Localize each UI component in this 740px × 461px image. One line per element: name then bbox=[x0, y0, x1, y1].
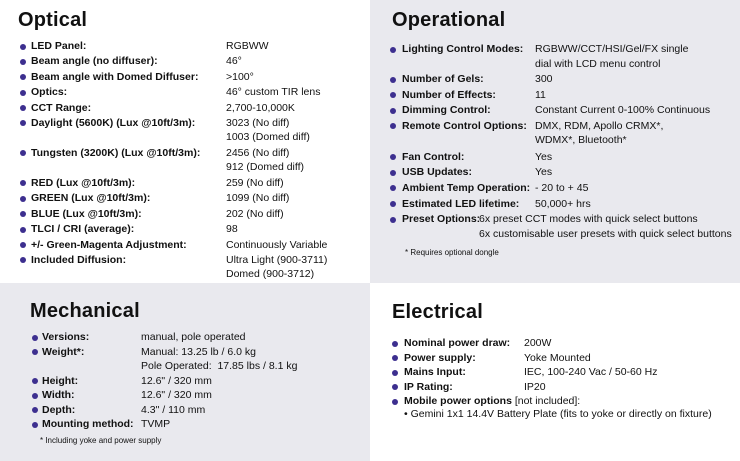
spec-label: Weight*: bbox=[42, 345, 85, 358]
spec-value: RGBWW/CCT/HSI/Gel/FX single dial with LCD menu control bbox=[535, 43, 689, 70]
spec-label: Beam angle (no diffuser): bbox=[31, 55, 158, 68]
spec-value: 4.3" / 110 mm bbox=[141, 403, 206, 416]
bullet-icon bbox=[392, 384, 398, 390]
spec-label: +/- Green-Magenta Adjustment: bbox=[31, 238, 187, 251]
spec-label: Estimated LED lifetime: bbox=[402, 197, 520, 210]
spec-value: Yes bbox=[535, 150, 553, 163]
spec-value: 11 bbox=[535, 88, 546, 101]
spec-value: 12.6" / 320 mm bbox=[141, 389, 212, 401]
bullet-icon bbox=[390, 217, 396, 223]
spec-value: 2456 (No diff) 912 (Domed diff) bbox=[226, 146, 305, 174]
spec-label: Dimming Control: bbox=[402, 104, 491, 117]
bullet-icon bbox=[20, 44, 26, 50]
bullet-icon bbox=[32, 335, 38, 341]
spec-label: Depth: bbox=[42, 403, 76, 416]
spec-label: Mains Input: bbox=[404, 366, 466, 379]
bullet-icon bbox=[390, 154, 396, 160]
bullet-icon bbox=[390, 92, 396, 98]
spec-label: Fan Control: bbox=[402, 150, 465, 163]
spec-value: 1099 (No diff) bbox=[226, 192, 290, 205]
spec-value: 259 (No diff) bbox=[226, 176, 284, 189]
spec-value: 6x preset CCT modes with quick select buttons 6x customisable user presets with quick select buttons bbox=[479, 213, 732, 240]
bullet-icon bbox=[390, 77, 396, 83]
spec-value: 50,000+ hrs bbox=[535, 197, 591, 210]
spec-value: Constant Current 0-100% Continuous bbox=[535, 104, 711, 117]
spec-value: IP20 bbox=[524, 380, 546, 393]
electrical-title: Electrical bbox=[392, 301, 483, 323]
bullet-icon bbox=[20, 105, 26, 111]
bullet-icon bbox=[392, 399, 398, 405]
bullet-icon bbox=[20, 59, 26, 65]
mechanical-panel bbox=[0, 283, 370, 461]
bullet-icon bbox=[392, 370, 398, 376]
bullet-icon bbox=[20, 74, 26, 80]
bullet-icon bbox=[20, 196, 26, 202]
optical-panel bbox=[0, 0, 370, 283]
spec-label: GREEN (Lux @10ft/3m): bbox=[31, 192, 151, 205]
bullet-icon bbox=[32, 407, 38, 413]
bullet-icon bbox=[390, 185, 396, 191]
spec-label: USB Updates: bbox=[402, 166, 473, 179]
operational-title: Operational bbox=[392, 9, 506, 31]
spec-label: Preset Options: bbox=[402, 213, 481, 226]
electrical-panel bbox=[370, 283, 740, 461]
spec-label: LED Panel: bbox=[31, 40, 87, 52]
spec-value: Manual: 13.25 lb / 6.0 kg Pole Operated: 17.85 lbs / 8.1 kg bbox=[141, 345, 298, 372]
bullet-icon bbox=[390, 170, 396, 176]
spec-value: >100° bbox=[226, 70, 254, 83]
footnote: * Requires optional dongle bbox=[405, 248, 499, 257]
spec-value: DMX, RDM, Apollo CRMX*, WDMX*, Bluetooth* bbox=[535, 119, 664, 147]
spec-label: Power supply: bbox=[404, 351, 476, 364]
spec-label: Height: bbox=[42, 374, 79, 387]
mobile-power-item: • Gemini 1x1 14.4V Battery Plate (fits to yoke or directly on fixture) bbox=[404, 408, 712, 421]
bullet-icon bbox=[390, 47, 396, 53]
spec-value: 2,700-10,000K bbox=[226, 101, 295, 114]
spec-value: 300 bbox=[535, 73, 553, 85]
spec-value: manual, pole operated bbox=[141, 331, 246, 343]
spec-value: 200W bbox=[524, 337, 552, 349]
spec-value: 12.6" / 320 mm bbox=[141, 374, 212, 387]
bullet-icon bbox=[392, 341, 398, 347]
bullet-icon bbox=[392, 355, 398, 361]
spec-label: Mounting method: bbox=[42, 418, 134, 430]
spec-value: 46° bbox=[226, 55, 242, 68]
footnote: * Including yoke and power supply bbox=[40, 436, 162, 445]
spec-value: RGBWW bbox=[226, 40, 269, 52]
bullet-icon bbox=[20, 242, 26, 248]
not-included-note: [not included]: bbox=[511, 395, 581, 408]
bullet-icon bbox=[390, 201, 396, 207]
spec-value: TVMP bbox=[141, 418, 171, 430]
bullet-icon bbox=[20, 180, 26, 186]
spec-label: Beam angle with Domed Diffuser: bbox=[31, 70, 199, 83]
optical-title: Optical bbox=[18, 9, 88, 31]
operational-panel bbox=[370, 0, 740, 283]
spec-label: CCT Range: bbox=[31, 101, 92, 114]
spec-label: Included Diffusion: bbox=[31, 253, 127, 266]
spec-label: Number of Gels: bbox=[402, 73, 484, 85]
spec-value: 3023 (No diff) 1003 (Domed diff) bbox=[226, 116, 310, 144]
spec-value: IEC, 100-240 Vac / 50-60 Hz bbox=[524, 366, 658, 379]
spec-value: Yes bbox=[535, 166, 553, 179]
bullet-icon bbox=[32, 393, 38, 399]
spec-label: IP Rating: bbox=[404, 380, 453, 393]
bullet-icon bbox=[20, 211, 26, 217]
spec-value: 98 bbox=[226, 223, 238, 236]
bullet-icon bbox=[20, 150, 26, 156]
spec-label: Tungsten (3200K) (Lux @10ft/3m): bbox=[31, 146, 201, 159]
bullet-icon bbox=[32, 349, 38, 355]
bullet-icon bbox=[20, 227, 26, 233]
spec-label: Optics: bbox=[31, 86, 68, 99]
bullet-icon bbox=[32, 378, 38, 384]
spec-label: Versions: bbox=[42, 331, 90, 343]
spec-value: Yoke Mounted bbox=[524, 351, 591, 364]
spec-value: - 20 to + 45 bbox=[535, 181, 589, 194]
bullet-icon bbox=[390, 108, 396, 114]
spec-label: Remote Control Options: bbox=[402, 119, 527, 132]
spec-label: Width: bbox=[42, 389, 75, 401]
mobile-power-label: Mobile power options bbox=[404, 395, 512, 408]
bullet-icon bbox=[32, 422, 38, 428]
bullet-icon bbox=[390, 123, 396, 129]
spec-value: 46° custom TIR lens bbox=[226, 86, 321, 99]
spec-label: TLCI / CRI (average): bbox=[31, 223, 135, 236]
spec-label: Ambient Temp Operation: bbox=[402, 181, 531, 194]
spec-label: Daylight (5600K) (Lux @10ft/3m): bbox=[31, 116, 196, 129]
spec-label: Nominal power draw: bbox=[404, 337, 511, 349]
spec-value: 202 (No diff) bbox=[226, 207, 284, 220]
bullet-icon bbox=[20, 90, 26, 96]
spec-label: RED (Lux @10ft/3m): bbox=[31, 176, 136, 189]
mechanical-title: Mechanical bbox=[30, 300, 140, 322]
spec-value: Continuously Variable bbox=[226, 238, 328, 251]
bullet-icon bbox=[20, 120, 26, 126]
spec-label: Number of Effects: bbox=[402, 88, 496, 101]
spec-label: Lighting Control Modes: bbox=[402, 43, 524, 55]
spec-value: Ultra Light (900-3711) Domed (900-3712) bbox=[226, 253, 328, 281]
spec-label: BLUE (Lux @10ft/3m): bbox=[31, 207, 142, 220]
bullet-icon bbox=[20, 257, 26, 263]
